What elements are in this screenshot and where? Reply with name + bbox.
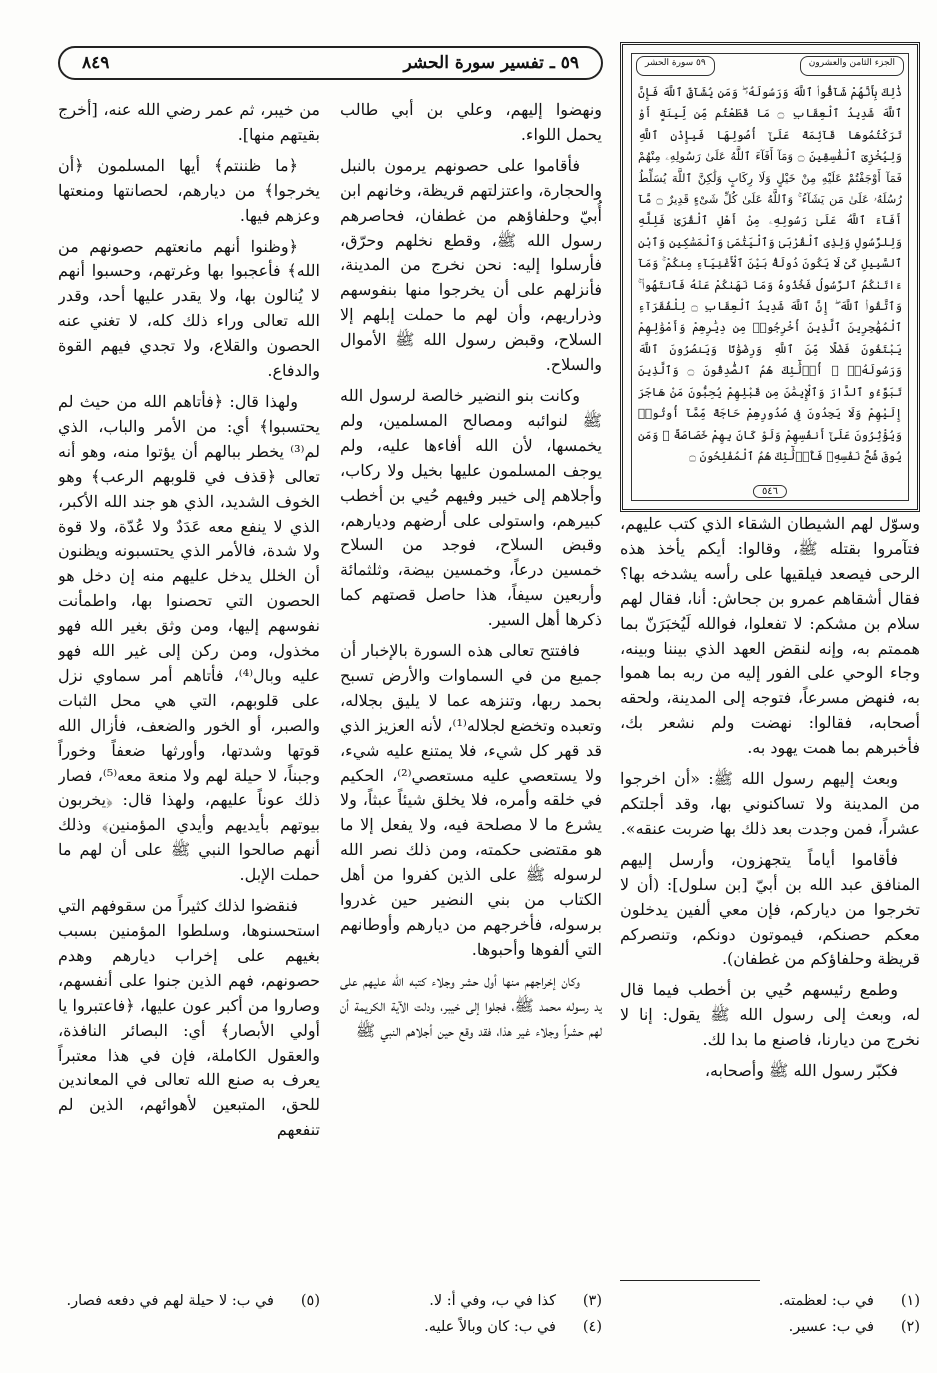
footnotes-left — [58, 1288, 320, 1314]
column-left — [58, 98, 320, 1274]
footnote: (٤)في ب: كان وبالاً عليه. — [424, 1319, 602, 1335]
page-title: ٥٩ ـ تفسير سورة الحشر — [403, 53, 579, 73]
page-number: ٨٤٩ — [82, 53, 110, 73]
mushaf-header — [636, 56, 904, 76]
mushaf-juz-label: الجزء الثامن والعشرون — [800, 56, 904, 76]
paragraph: وكانت بنو النضير خالصة لرسول الله ﷺ لنوائبه ومصالح المسلمين، ولم يخمسها، لأن الله أفاءها عليه، ولم يوجف المسلمون عليها بخيل ولا ركاب، وأجلاهم إلى خيبر وفيهم حُيي بن أخطب كبيرهم، واستولى على أرضهم وديارهم، وقبض السلاح، فوجد من السلاح خمسين درعاً، وخمسين بيضة، وثلثمائة وأربعين سيفاً، هذا حاصل قصتهم كما ذكرها أهل السير. — [340, 385, 602, 630]
paragraph: من خيبر، ثم عمر رضي الله عنه، [أخرج بقيتهم منها]. — [58, 100, 320, 144]
paragraph: فنقضوا لذلك كثيراً من سقوفهم التي استحسنوها، وسلطوا المؤمنين بسبب بغيهم على إخراب ديارهم وهدم حصونهم، فهم الذين جنوا على أنفسهم، وصاروا من أكبر عون عليها، ﴿فاعتبروا يا أولي الأبصار﴾ أي: البصائر النافذة، والعقول الكاملة، فإن في هذا معتبراً يعرف به صنع الله تعالى في المعاندين للحق، المتبعين لأهوائهم، الذين لم تنفعهم — [58, 896, 320, 1140]
footnote: (١)في ب: لعظمته. — [778, 1293, 920, 1309]
column-middle — [340, 98, 602, 1274]
mushaf-inner-border — [631, 53, 909, 501]
paragraph: فأقاموا أياماً يتجهزون، وأرسل إليهم المنافق عبد الله بن أبيّ [بن سلول]: (أن لا تخرجوا من دياركم، فإن معي ألفين يدخلون معكم حصنكم، فيموتون دونكم، وتنصركم قريظة وحلفاؤكم من غطفان). — [620, 849, 920, 969]
mushaf-frame — [620, 42, 920, 512]
paragraph: وسوّل لهم الشيطان الشقاء الذي كتب عليهم، فتآمروا بقتله ﷺ، وقالوا: أيكم يأخذ هذه الرحى فيصعد فيلقيها على رأسه يشدخه بها؟ فقال أشقاهم عمرو بن جحاش: أنا، فقال لهم سلام بن مشكم: لا تفعلوا، فوالله لَيُخبَرَنّ بما هممتم به، وإنه لنقض العهد الذي بيننا وبينه، وجاء الوحي على الفور إليه من ربه بما هموا به، فنهض مسرعاً، فتوجه إلى المدينة، ولحقه أصحابه، فقالوا: نهضت ولم نشعر بك، فأخبرهم بما همت يهود به. — [620, 514, 920, 758]
footnote-separator — [620, 1280, 760, 1281]
paragraph: ﴿وظنوا أنهم مانعتهم حصونهم من الله﴾ فأعجبوا بها وغرتهم، وحسبوا أنهم لا يُنالون بها، ولا يقدر عليها أحد، وقدر الله تعالى وراء ذلك كله، لا تغني عنه الحصون والقلاع، ولا تجدي فيهم القوة والدفاع. — [58, 236, 320, 381]
paragraph: وطمع رئيسهم حُيي بن أخطب فيما قال له، وبعث إلى رسول الله ﷺ يقول: إنا لا نخرج من ديارنا، فاصنع ما بدا لك. — [620, 980, 920, 1050]
paragraph: ﴿ما ظننتم﴾ أيها المسلمون ﴿أن يخرجوا﴾ من ديارهم، لحصانتها ومنعتها وعزهم فيها. — [58, 155, 320, 225]
paragraph: وكان إخراجهم منها أول حشر وجلاء كتبه الله عليهم على يد رسوله محمد ﷺ، فجلوا إلى خيبر، ودلت الآية الكريمة أن لهم حشراً وجلاء غير هذا، فقد وقع حين أجلاهم النبي ﷺ — [340, 970, 602, 1040]
footnote: (٥)في ب: لا حيلة لهم في دفعه فصار. — [66, 1293, 320, 1309]
running-header — [58, 46, 603, 80]
paragraph: ونهضوا إليهم، وعلي بن أبي طالب يحمل اللواء. — [340, 100, 602, 144]
column-right — [620, 512, 920, 1272]
paragraph: وبعث إليهم رسول الله ﷺ: «أن اخرجوا من المدينة ولا تساكنوني بها، وقد أجلتكم عشراً، فمن وجدت بعد ذلك بها ضربت عنقه». — [620, 769, 920, 838]
paragraph: فكبّر رسول الله ﷺ وأصحابه، — [704, 1061, 898, 1081]
mushaf-page-number: ٥٤٦ — [753, 485, 787, 498]
paragraph: فأقاموا على حصونهم يرمون بالنبل والحجارة، واعتزلتهم قريظة، وخانهم ابن أُبيّ وحلفاؤهم من غطفان، فحاصرهم رسول الله ﷺ، وقطع نخلهم وحرّق، فأرسلوا إليه: نحن نخرج من المدينة، فأنزلهم على أن يخرجوا منها بنفوسهم وذراريهم، وأن لهم ما حملت إبلهم إلا السلاح، وقبض رسول الله ﷺ الأموال والسلاح. — [340, 155, 602, 375]
paragraph: فافتتح تعالى هذه السورة بالإخبار أن جميع من في السماوات والأرض تسبح بحمد ربها، وتنزهه عما لا يليق بجلاله، وتعبده وتخضع لجلاله⁽¹⁾، لأنه العزيز الذي قد قهر كل شيء، فلا يمتنع عليه شيء، ولا يستعصي عليه مستعصي⁽²⁾، الحكيم في خلقه وأمره، فلا يخلق شيئاً عبثاً، ولا يشرع ما لا مصلحة فيه، ولا يفعل إلا ما هو مقتضى حكمته، ومن ذلك نصر الله لرسوله ﷺ على الذين كفروا من أهل الكتاب من بني النضير حين غدروا برسوله، فأخرجهم من ديارهم وأوطانهم التي ألفوها وأحبوها. — [340, 641, 602, 959]
mushaf-surah-label: ٥٩ سورة الحشر — [636, 56, 715, 76]
quran-verses: ذَٰلِكَ بِأَنَّهُمْ شَآقُّوا۟ ٱللَّهَ وَرَسُولَهُۥ ۖ وَمَن يُشَآقِّ ٱللَّهَ فَإِنَّ ٱللَّهَ شَدِيدُ ٱلْعِقَابِ ۝ مَا قَطَعْتُم مِّن لِّينَةٍ أَوْ تَرَكْتُمُوهَا قَآئِمَةً عَلَىٰٓ أُصُولِهَا فَبِإِذْنِ ٱللَّهِ وَلِيُخْزِىَ ٱلْفَٰسِقِينَ ۝ وَمَآ أَفَآءَ ٱللَّهُ عَلَىٰ رَسُولِهِۦ مِنْهُمْ فَمَآ أَوْجَفْتُمْ عَلَيْهِ مِنْ خَيْلٍ وَلَا رِكَابٍ وَلَٰكِنَّ ٱللَّهَ يُسَلِّطُ رُسُلَهُۥ عَلَىٰ مَن يَشَآءُ ۚ وَٱللَّهُ عَلَىٰ كُلِّ شَىْءٍ قَدِيرٌ ۝ مَّآ أَفَآءَ ٱللَّهُ عَلَىٰ رَسُولِهِۦ مِنْ أَهْلِ ٱلْقُرَىٰ فَلِلَّهِ وَلِلرَّسُولِ وَلِذِى ٱلْقُرْبَىٰ وَٱلْيَتَٰمَىٰ وَٱلْمَسَٰكِينِ وَٱبْنِ ٱلسَّبِيلِ كَىْ لَا يَكُونَ دُولَةًۢ بَيْنَ ٱلْأَغْنِيَآءِ مِنكُمْ ۚ وَمَآ ءَاتَىٰكُمُ ٱلرَّسُولُ فَخُذُوهُ وَمَا نَهَىٰكُمْ عَنْهُ فَٱنتَهُوا۟ ۚ وَٱتَّقُوا۟ ٱللَّهَ ۖ إِنَّ ٱللَّهَ شَدِيدُ ٱلْعِقَابِ ۝ لِلْفُقَرَآءِ ٱلْمُهَٰجِرِينَ ٱلَّذِينَ أُخْرِجُوا۟ مِن دِيَٰرِهِمْ وَأَمْوَٰلِهِمْ يَبْتَغُونَ فَضْلًا مِّنَ ٱللَّهِ وَرِضْوَٰنًا وَيَنصُرُونَ ٱللَّهَ وَرَسُولَهُۥٓ ۚ أُو۟لَٰٓئِكَ هُمُ ٱلصَّٰدِقُونَ ۝ وَٱلَّذِينَ تَبَوَّءُو ٱلدَّارَ وَٱلْإِيمَٰنَ مِن قَبْلِهِمْ يُحِبُّونَ مَنْ هَاجَرَ إِلَيْهِمْ وَلَا يَجِدُونَ فِى صُدُورِهِمْ حَاجَةً مِّمَّآ أُوتُوا۟ وَيُؤْثِرُونَ عَلَىٰٓ أَنفُسِهِمْ وَلَوْ كَانَ بِهِمْ خَصَاصَةٌ ۚ وَمَن يُوقَ شُحَّ نَفْسِهِۦ فَأُو۟لَٰٓئِكَ هُمُ ٱلْمُفْلِحُونَ ۝ — [638, 85, 902, 463]
footnotes-middle — [340, 1288, 602, 1340]
footnote: (٢)في ب: عسير. — [788, 1319, 920, 1335]
paragraph: ولهذا قال: ﴿فأتاهم الله من حيث لم يحتسبوا﴾ أي: من الأمر والباب، الذي لم⁽³⁾ يخطر ببالهم أن يؤتوا منه، وهو أنه تعالى ﴿قذف في قلوبهم الرعب﴾ وهو الخوف الشديد، الذي هو جند الله الأكبر، الذي لا ينفع معه عَدَدٌ ولا عُدّة، ولا قوة ولا شدة، فالأمر الذي يحتسبونه ويظنون أن الخلل يدخل عليهم منه إن دخل هو الحصون التي تحصنوا بها، واطمأنت نفوسهم إليها، ومن وثق بغير الله فهو مخذول، ومن ركن إلى غير الله فهو عليه وبال⁽⁴⁾، فأتاهم أمر سماوي نزل على قلوبهم، التي هي محل الثبات والصبر، أو الخور والضعف، فأزال الله قوتها وشدتها، وأورثها ضعفاً وخوراً وجبناً، لا حيلة لهم ولا منعة معه⁽⁵⁾، فصار ذلك عوناً عليهم، ولهذا قال: ﴿يخربون بيوتهم بأيديهم وأيدي المؤمنين﴾ وذلك أنهم صالحوا النبي ﷺ على أن لهم ما حملت الإبل. — [58, 391, 320, 885]
footnotes-right — [620, 1288, 920, 1340]
footnote: (٣)كذا في ب، وفي أ: لا. — [429, 1293, 602, 1309]
